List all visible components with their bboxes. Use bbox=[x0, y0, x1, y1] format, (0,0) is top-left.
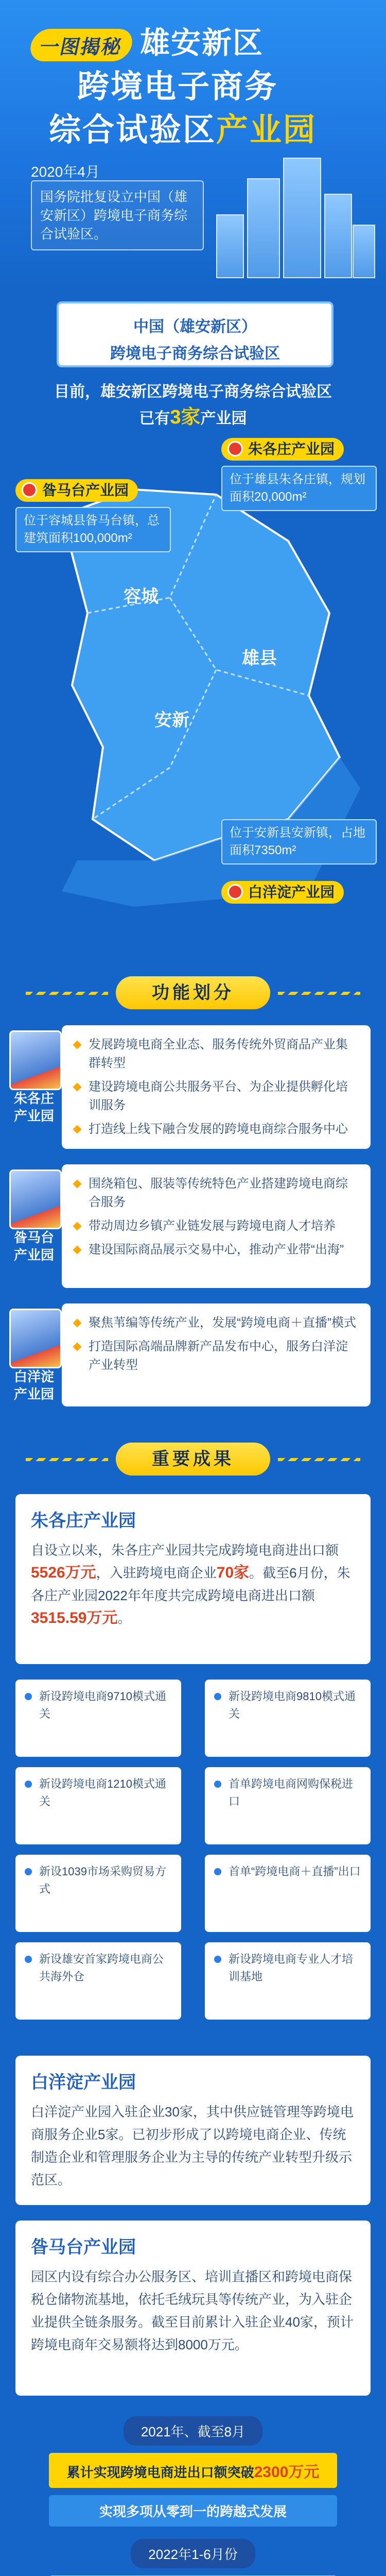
section-deco-right bbox=[278, 1458, 360, 1461]
func-row: 发展跨境电商全业态、服务传统外贸商品产业集群转型 bbox=[74, 1036, 358, 1073]
park-name: 昝马台产业园 bbox=[42, 482, 129, 498]
hero-title3a: 综合试验区 bbox=[49, 112, 217, 148]
intro-sub2-pre: 已有 bbox=[139, 410, 170, 427]
map-label-rongcheng: 容城 bbox=[124, 587, 159, 606]
result-achievement-grid bbox=[15, 1680, 371, 2030]
park-info-zhugezhuang: 位于雄县朱各庄镇，规划面积20,000m² bbox=[221, 466, 377, 511]
intro-sub1: 目前，雄安新区跨境电子商务综合试验区 bbox=[54, 383, 332, 400]
year-value: 2300万元 bbox=[254, 2464, 320, 2481]
year-text: 累计实现跨境电商进出口额突破 bbox=[66, 2465, 254, 2480]
map-pin-icon bbox=[227, 441, 243, 456]
city-skyline-illustration bbox=[206, 155, 376, 278]
result-title: 白洋淀产业园 bbox=[31, 2073, 136, 2092]
hero-title-line2: 跨境电子商务 bbox=[77, 69, 278, 105]
func-row: 建设跨境电商公共服务平台、为企业提供孵化培训服务 bbox=[74, 1078, 358, 1115]
result-title: 朱各庄产业园 bbox=[31, 1511, 136, 1531]
map-label-xiongxian: 雄县 bbox=[242, 649, 277, 668]
map-label-anxin: 安新 bbox=[154, 710, 189, 730]
intro-box bbox=[57, 301, 334, 367]
result-card-zhugezhuang bbox=[15, 1494, 371, 1664]
section-deco-right bbox=[278, 992, 360, 995]
map-pin-icon bbox=[22, 482, 37, 498]
achievement-item: 新设跨境电商1210模式通关 bbox=[15, 1767, 181, 1844]
func-row: 围绕箱包、服装等传统特色产业搭建跨境电商综合服务 bbox=[74, 1175, 358, 1212]
result-val3: 3515.59万元 bbox=[31, 1609, 118, 1626]
achievement-item: 新设雄安首家跨境电商公共海外仓 bbox=[15, 1942, 181, 2020]
park-chip-zhugezhuang bbox=[221, 438, 344, 461]
result-text-d: 。 bbox=[117, 1611, 131, 1626]
park-name: 白洋淀产业园 bbox=[248, 884, 335, 900]
park-photo-zanmatai bbox=[9, 1170, 62, 1229]
section-title-function: 功能划分 bbox=[116, 976, 270, 1009]
hero-note: 国务院批复设立中国（雄安新区）跨境电子商务综合试验区。 bbox=[31, 180, 204, 250]
result-text: 白洋淀产业园入驻企业30家，其中供应链管理等跨境电商服务企业5家。已初步形成了以跨境电商企业、传统制造企业和管理服务企业为主导的传统产业转型升级示范区。 bbox=[31, 2104, 354, 2188]
result-text-b: ，入驻跨境电商企业 bbox=[96, 1565, 217, 1581]
intro-sub2-post: 产业园 bbox=[200, 410, 247, 427]
section-deco-left bbox=[26, 992, 108, 995]
hero-tag: 一图揭秘 bbox=[27, 29, 135, 61]
park-info-baiyangdian: 位于安新县安新镇，占地面积7350m² bbox=[221, 819, 377, 865]
result-val2: 70家 bbox=[216, 1564, 250, 1581]
func-row: 聚焦苇编等传统产业，发展“跨境电商＋直播”模式 bbox=[74, 1314, 358, 1332]
result-val1: 5526万元 bbox=[31, 1564, 96, 1581]
func-row: 打造线上线下融合发展的跨境电商综合服务中心 bbox=[74, 1120, 358, 1139]
func-label-zhugezhuang: 朱各庄产业园 bbox=[13, 1091, 54, 1124]
func-card-zanmatai bbox=[62, 1164, 371, 1288]
park-name: 朱各庄产业园 bbox=[248, 441, 335, 457]
result-text-a: 自设立以来，朱各庄产业园共完成跨境电商进出口额 bbox=[31, 1543, 339, 1558]
year-pill: 2021年、截至8月 bbox=[124, 2416, 262, 2446]
section-title-results: 重要成果 bbox=[116, 1443, 270, 1476]
result-card-zanmatai bbox=[15, 2221, 371, 2396]
hero-date: 2020年4月 bbox=[31, 164, 100, 180]
park-info-zanmatai: 位于容城县昝马台镇，总建筑面积100,000m² bbox=[15, 507, 171, 552]
result-title: 昝马台产业园 bbox=[31, 2238, 136, 2257]
intro-line2: 跨境电子商务综合试验区 bbox=[110, 345, 280, 362]
map-pin-icon bbox=[227, 884, 243, 900]
achievement-item: 新设跨境电商9810模式通关 bbox=[205, 1680, 371, 1757]
achievement-item: 新设1039市场采购贸易方式 bbox=[15, 1855, 181, 1932]
achievement-item: 新设跨境电商专业人才培训基地 bbox=[205, 1942, 371, 2020]
func-label-baiyangdian: 白洋淀产业园 bbox=[13, 1369, 54, 1402]
func-card-zhugezhuang bbox=[62, 1025, 371, 1149]
park-photo-zhugezhuang bbox=[9, 1030, 62, 1090]
achievement-item: 首单跨境电商网购保税进口 bbox=[205, 1767, 371, 1844]
year-pill: 2022年1-6月份 bbox=[131, 2539, 255, 2568]
func-row: 建设国际商品展示交易中心，推动产业带“出海” bbox=[74, 1241, 358, 1259]
result-text-c: 。截至6月份，朱各庄产业园2022年年度共完成跨境电商进出口额 bbox=[31, 1565, 350, 1603]
hero-title-line3 bbox=[49, 104, 317, 150]
year-bar bbox=[49, 2453, 337, 2488]
achievement-item: 首单“跨境电商＋直播”出口 bbox=[205, 1855, 371, 1932]
result-card-baiyangdian bbox=[15, 2056, 371, 2205]
hero-title-line1 bbox=[31, 19, 264, 62]
achievement-item: 新设跨境电商9710模式通关 bbox=[15, 1680, 181, 1757]
park-chip-zanmatai bbox=[15, 479, 138, 502]
func-card-baiyangdian bbox=[62, 1303, 371, 1406]
func-label-zanmatai: 昝马台产业园 bbox=[13, 1230, 54, 1263]
park-photo-baiyangdian bbox=[9, 1309, 62, 1368]
year-stats bbox=[0, 2416, 386, 2576]
result-text: 园区内设有综合办公服务区、培训直播区和跨境电商保税仓储物流基地，依托毛绒玩具等传统产业，为入驻企业提供全链条服务。截至目前累计入驻企业40家，预计跨境电商年交易额将达到8000万元。 bbox=[31, 2269, 354, 2352]
func-row: 打造国际高端品牌新产品发布中心，服务白洋淀产业转型 bbox=[74, 1337, 358, 1375]
result-text bbox=[31, 1539, 355, 1630]
intro-sub2-num: 3家 bbox=[170, 406, 201, 428]
year-sub: 实现多项从零到一的跨越式发展 bbox=[49, 2495, 337, 2527]
func-row: 带动周边乡镇产业链发展与跨境电商人才培养 bbox=[74, 1217, 358, 1235]
intro-sub2 bbox=[21, 401, 365, 429]
hero-title1-text: 雄安新区 bbox=[140, 26, 264, 60]
park-map bbox=[0, 428, 386, 969]
hero-banner bbox=[0, 0, 386, 289]
intro-line1: 中国（雄安新区） bbox=[133, 318, 257, 335]
park-chip-baiyangdian bbox=[221, 881, 344, 904]
section-deco-left bbox=[26, 1458, 108, 1461]
hero-title3b: 产业园 bbox=[216, 112, 317, 148]
